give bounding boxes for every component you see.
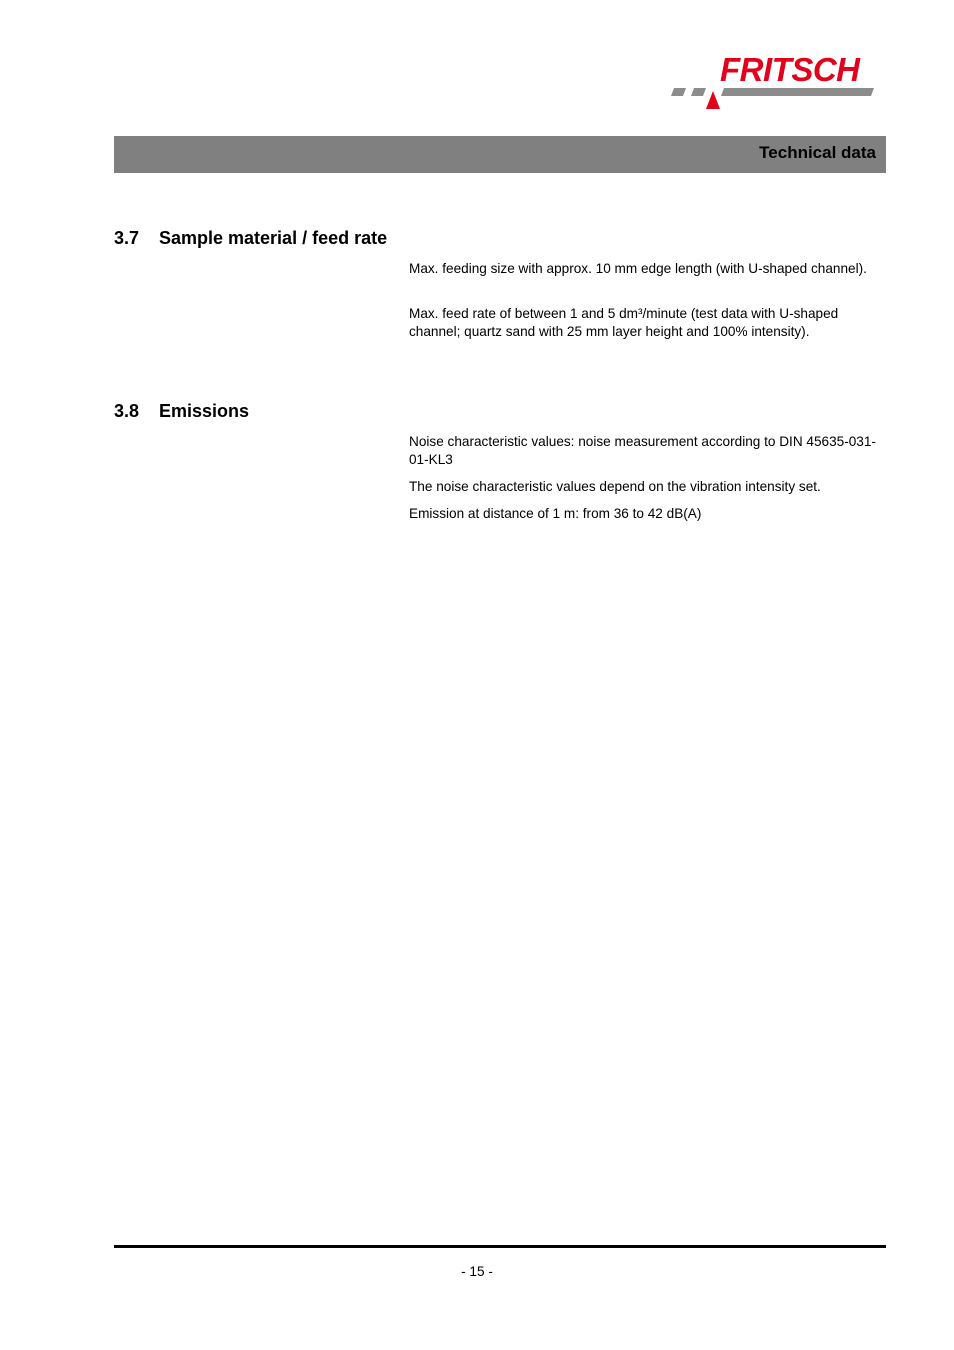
paragraph: Max. feed rate of between 1 and 5 dm³/minute (test data with U-shaped channel; quartz sand with 25 mm layer height and 100% intensity). bbox=[409, 306, 839, 339]
chapter-header-bar bbox=[114, 136, 886, 173]
section-number: 3.8 bbox=[114, 401, 140, 421]
footer-rule bbox=[114, 1245, 886, 1248]
paragraph: The noise characteristic values depend on the vibration intensity set. bbox=[409, 479, 821, 494]
section-number: 3.7 bbox=[114, 228, 140, 248]
section-heading-3-7 bbox=[114, 227, 387, 249]
section-title: Emissions bbox=[159, 401, 250, 421]
section-title: Sample material / feed rate bbox=[159, 228, 388, 248]
page-number: - 15 - bbox=[461, 1264, 493, 1279]
chapter-title: Technical data bbox=[759, 143, 876, 162]
paragraph: Noise characteristic values: noise measurement according to DIN 45635-031-01-KL3 bbox=[409, 434, 876, 467]
logo-wordmark: FRITSCH bbox=[720, 51, 860, 88]
section-heading-3-8 bbox=[114, 400, 249, 422]
paragraph: Emission at distance of 1 m: from 36 to 42 dB(A) bbox=[409, 506, 702, 521]
paragraph: Max. feeding size with approx. 10 mm edge length (with U-shaped channel). bbox=[409, 261, 867, 276]
fritsch-logo bbox=[668, 50, 888, 112]
